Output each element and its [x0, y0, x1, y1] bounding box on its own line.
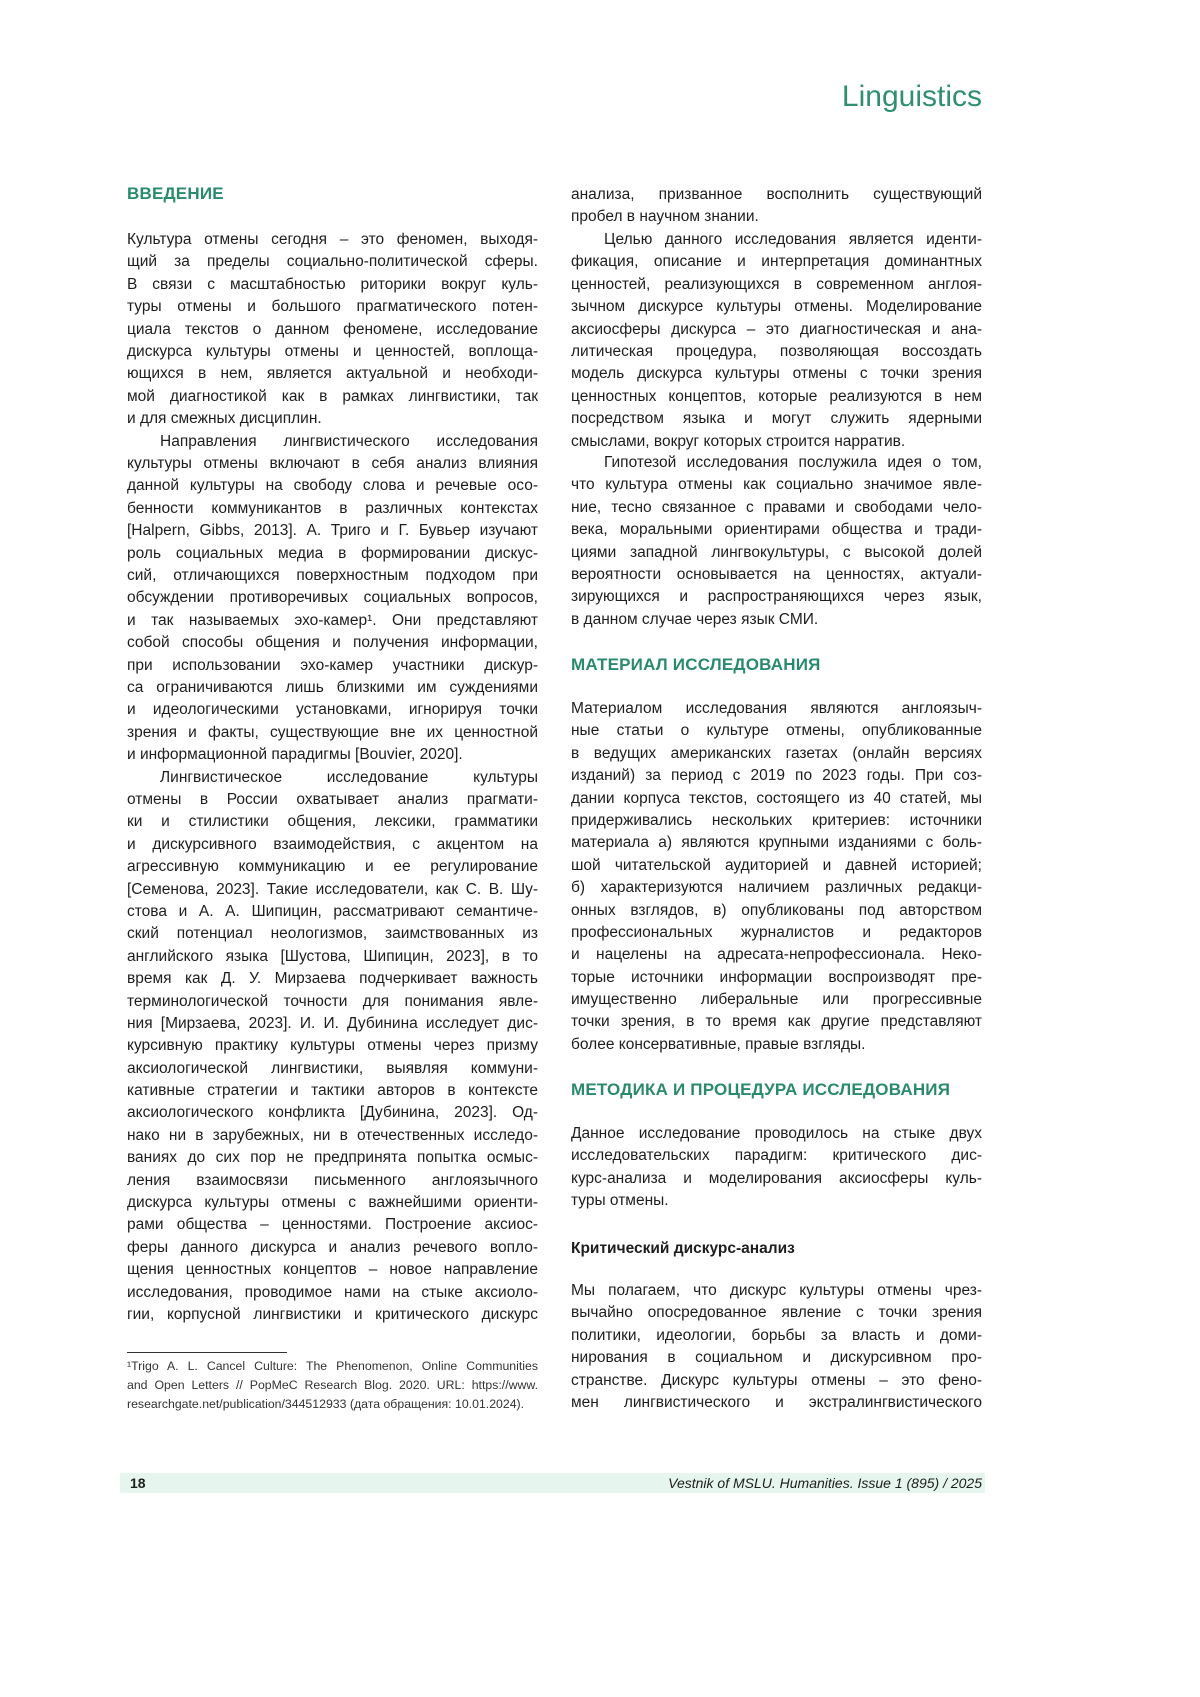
text-line: имущественно либеральные или прогрессивные: [571, 989, 982, 1011]
text-line: зрения и факты, существующие вне их ценностной: [127, 722, 538, 744]
text-line: ние, тесно связанное с правами и свободами чело-: [571, 497, 982, 519]
paragraph: [571, 1280, 982, 1414]
subheading-critical-discourse-analysis: Критический дискурс-анализ: [571, 1240, 795, 1258]
text-line: литическая процедура, позволяющая воссоздать: [571, 341, 982, 363]
text-line: В связи с масштабностью риторики вокруг куль-: [127, 274, 538, 296]
text-line: кативные стратегии и тактики авторов в контексте: [127, 1080, 538, 1102]
paragraph: [127, 767, 538, 1327]
paragraph: [571, 229, 982, 453]
heading-material: МАТЕРИАЛ ИССЛЕДОВАНИЯ: [571, 655, 821, 675]
text-line: посредством языка и могут служить ядерными: [571, 408, 982, 430]
text-line: время как Д. У. Мирзаева подчеркивает важность: [127, 968, 538, 990]
text-line: ния [Мирзаева, 2023]. И. И. Дубинина исследует дис-: [127, 1013, 538, 1035]
text-line: и для смежных дисциплин.: [127, 408, 538, 430]
text-line: исследовательских парадигм: критического дис-: [571, 1145, 982, 1167]
text-line: изданий) за период с 2019 по 2023 годы. При соз-: [571, 765, 982, 787]
text-line: ский потенциал неологизмов, заимствованных из: [127, 923, 538, 945]
text-line: ные статьи о культуре отмены, опубликованные: [571, 720, 982, 742]
running-header-section: Linguistics: [842, 80, 982, 114]
paragraph: [571, 1123, 982, 1213]
text-line: политики, идеологии, борьбы за власть и доми-: [571, 1325, 982, 1347]
text-line: [Halpern, Gibbs, 2013]. А. Триго и Г. Бувьер изучают: [127, 520, 538, 542]
text-line: аксиологической лингвистики, выявляя коммуни-: [127, 1058, 538, 1080]
text-line: гии, корпусной лингвистики и критического дискурс: [127, 1304, 538, 1326]
paragraph: [127, 229, 538, 431]
text-line: материала а) являются крупными изданиями с боль-: [571, 832, 982, 854]
paragraph: [571, 184, 982, 229]
text-line: дискурса культуры отмены и ценностей, воплоща-: [127, 341, 538, 363]
text-line: точки зрения, в то время как другие представляют: [571, 1011, 982, 1033]
text-line: дискурса культуры отмены с важнейшими ориенти-: [127, 1192, 538, 1214]
text-line: циями западной лингвокультуры, с высокой долей: [571, 542, 982, 564]
text-line: ценностей, реализующихся в современном англоя-: [571, 274, 982, 296]
text-line: нирования в социальном и дискурсивном про-: [571, 1347, 982, 1369]
text-line: терминологической точности для понимания явле-: [127, 991, 538, 1013]
text-line: Культура отмены сегодня – это феномен, выходя-: [127, 229, 538, 251]
text-line: и идеологическими установками, игнорируя точки: [127, 699, 538, 721]
text-line: курсивную практику культуры отмены через призму: [127, 1035, 538, 1057]
footnote: [127, 1357, 538, 1414]
text-line: туры отмены.: [571, 1190, 982, 1212]
text-line: щения ценностных концептов – новое направление: [127, 1259, 538, 1281]
heading-introduction: ВВЕДЕНИЕ: [127, 184, 224, 204]
text-line: ваниях до сих пор не предпринята попытка осмыс-: [127, 1147, 538, 1169]
text-line: культуры отмены включают в себя анализ влияния: [127, 453, 538, 475]
text-line: зирующихся и распространяющихся через язык,: [571, 586, 982, 608]
text-line: ки и стилистики общения, лексики, грамматики: [127, 811, 538, 833]
text-line: вычайно опосредованное явление с точки зрения: [571, 1302, 982, 1324]
text-line: researchgate.net/publication/344512933 (дата обращения: 10.01.2024).: [127, 1395, 538, 1414]
text-line: что культура отмены как социально значимое явле-: [571, 474, 982, 496]
paragraph: [127, 431, 538, 767]
text-line: торые источники информации воспроизводят пре-: [571, 967, 982, 989]
text-line: вероятности основывается на ценностях, актуали-: [571, 564, 982, 586]
text-line: стова и А. А. Шипицин, рассматривают семантиче-: [127, 901, 538, 923]
text-line: исследования, проводимое нами на стыке аксиоло-: [127, 1282, 538, 1304]
text-line: Материалом исследования являются англоязыч-: [571, 698, 982, 720]
text-line: модель дискурса культуры отмены с точки зрения: [571, 363, 982, 385]
text-line: более консервативные, правые взгляды.: [571, 1034, 982, 1056]
text-line: курс-анализа и моделирования аксиосферы куль-: [571, 1168, 982, 1190]
text-line: аксиологического конфликта [Дубинина, 2023]. Од-: [127, 1102, 538, 1124]
text-line: мой диагностикой как в рамках лингвистики, так: [127, 386, 538, 408]
text-line: данной культуры на свободу слова и речевые осо-: [127, 475, 538, 497]
text-line: в ведущих американских газетах (онлайн версиях: [571, 743, 982, 765]
text-line: и информационной парадигмы [Bouvier, 2020].: [127, 744, 538, 766]
text-line: смыслами, вокруг которых строится нарратив.: [571, 431, 982, 453]
text-line: онных взглядов, в) опубликованы под авторством: [571, 900, 982, 922]
text-line: рами общества – ценностями. Построение аксиос-: [127, 1214, 538, 1236]
text-line: века, моральными ориентирами общества и тради-: [571, 519, 982, 541]
text-line: придерживались нескольких критериев: источники: [571, 810, 982, 832]
text-line: бенности коммуникантов в различных контекстах: [127, 498, 538, 520]
text-line: [Семенова, 2023]. Такие исследователи, как С. В. Шу-: [127, 879, 538, 901]
paragraph: [571, 452, 982, 631]
text-line: обсуждении противоречивых социальных вопросов,: [127, 587, 538, 609]
text-line: Гипотезой исследования послужила идея о том,: [571, 452, 982, 474]
text-line: зычном дискурсе культуры отмены. Моделирование: [571, 296, 982, 318]
text-line: фикация, описание и интерпретация доминантных: [571, 251, 982, 273]
text-line: туры отмены и большого прагматического потен-: [127, 296, 538, 318]
text-line: Мы полагаем, что дискурс культуры отмены чрез-: [571, 1280, 982, 1302]
text-line: странстве. Дискурс культуры отмены – это фено-: [571, 1370, 982, 1392]
text-line: английского языка [Шустова, Шипицин, 2023], в то: [127, 946, 538, 968]
text-line: ления взаимосвязи письменного англоязычного: [127, 1170, 538, 1192]
text-line: анализа, призванное восполнить существующий: [571, 184, 982, 206]
text-line: аксиосферы дискурса – это диагностическая и ана-: [571, 319, 982, 341]
text-line: Направления лингвистического исследования: [127, 431, 538, 453]
text-line: феры данного дискурса и анализ речевого вопло-: [127, 1237, 538, 1259]
text-line: шой читательской аудиторией и давней историей;: [571, 855, 982, 877]
page-number: 18: [130, 1473, 146, 1493]
text-line: нако ни в зарубежных, ни в отечественных исследо-: [127, 1125, 538, 1147]
text-line: са ограничиваются лишь близкими им суждениями: [127, 677, 538, 699]
text-line: отмены в России охватывает анализ прагмати-: [127, 789, 538, 811]
text-line: мен лингвистического и экстралингвистического: [571, 1392, 982, 1414]
text-line: и так называемых эхо-камер¹. Они представляют: [127, 610, 538, 632]
text-line: собой способы общения и получения информации,: [127, 632, 538, 654]
text-line: в данном случае через язык СМИ.: [571, 609, 982, 631]
text-line: ценностных концептов, которые реализуются в нем: [571, 386, 982, 408]
paragraph: [571, 698, 982, 1056]
text-line: and Open Letters // PopMeC Research Blog. 2020. URL: https://www.: [127, 1376, 538, 1395]
text-line: при использовании эхо-камер участники дискур-: [127, 655, 538, 677]
text-line: б) характеризуются наличием различных редакци-: [571, 877, 982, 899]
text-line: пробел в научном знании.: [571, 206, 982, 228]
page-footer: [120, 1473, 985, 1493]
footnote-divider: [127, 1352, 287, 1353]
text-line: сий, отличающихся поверхностным подходом при: [127, 565, 538, 587]
text-line: Лингвистическое исследование культуры: [127, 767, 538, 789]
text-line: циала текстов о данном феномене, исследование: [127, 319, 538, 341]
journal-title: Vestnik of MSLU. Humanities. Issue 1 (895) / 2025: [668, 1473, 982, 1493]
text-line: ющихся в нем, является актуальной и необходи-: [127, 363, 538, 385]
text-line: профессиональных журналистов и редакторов: [571, 922, 982, 944]
text-line: агрессивную коммуникацию и ее регулирование: [127, 856, 538, 878]
text-line: роль социальных медиа в формировании дискус-: [127, 543, 538, 565]
heading-methodology: МЕТОДИКА И ПРОЦЕДУРА ИССЛЕДОВАНИЯ: [571, 1080, 950, 1100]
text-line: дании корпуса текстов, состоящего из 40 статей, мы: [571, 788, 982, 810]
text-line: ¹Trigo A. L. Cancel Culture: The Phenomenon, Online Communities: [127, 1357, 538, 1376]
text-line: Данное исследование проводилось на стыке двух: [571, 1123, 982, 1145]
text-line: Целью данного исследования является иденти-: [571, 229, 982, 251]
text-line: щий за пределы социально-политической сферы.: [127, 251, 538, 273]
text-line: и дискурсивного взаимодействия, с акцентом на: [127, 834, 538, 856]
text-line: и нацелены на адресата-непрофессионала. Неко-: [571, 944, 982, 966]
